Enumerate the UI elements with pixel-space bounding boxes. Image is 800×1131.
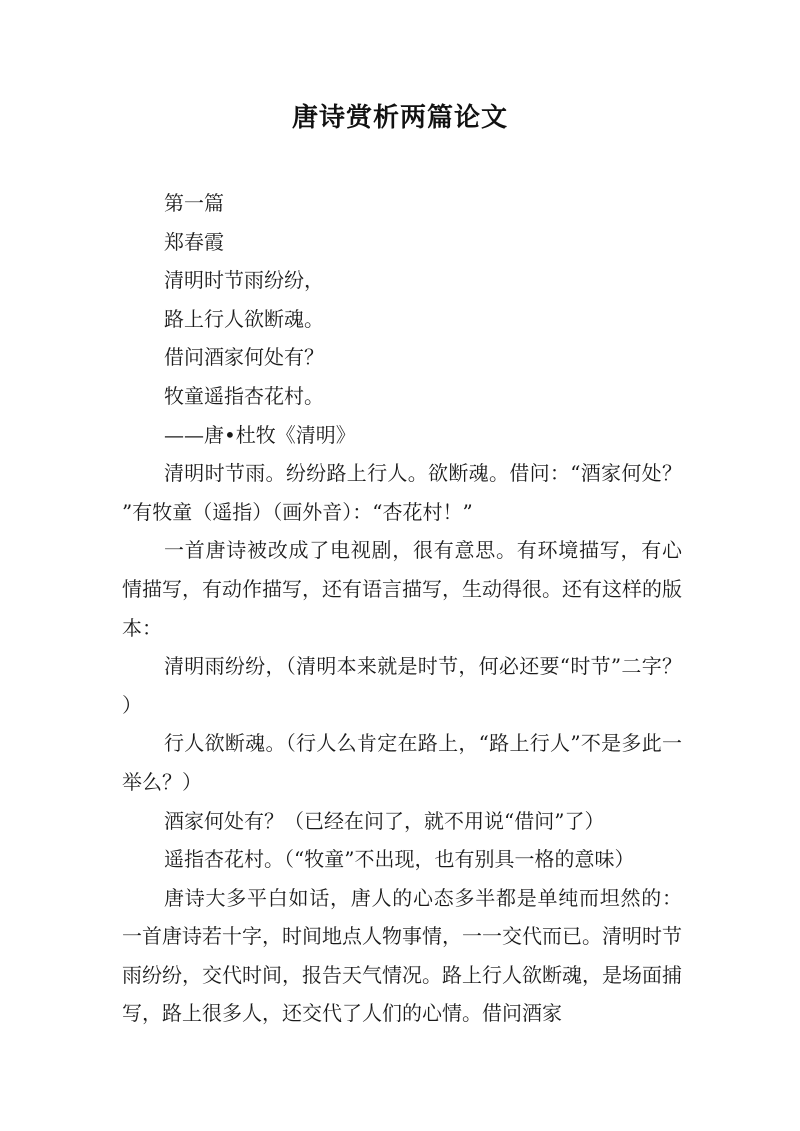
body-paragraph: 遥指杏花村。（“牧童”不出现，也有别具一格的意味）: [164, 847, 635, 872]
document-title: 唐诗赏析两篇论文: [291, 103, 508, 133]
poem-line-1: 清明时节雨纷纷，: [164, 268, 324, 293]
body-paragraph: 酒家何处有？（已经在问了，就不用说“借问”了）: [164, 808, 605, 833]
author-name: 郑春霞: [164, 229, 224, 254]
poem-line-4: 牧童遥指杏花村。: [164, 383, 324, 408]
poem-attribution: ——唐•杜牧《清明》: [164, 422, 356, 447]
poem-line-3: 借问酒家何处有？: [164, 345, 324, 370]
body-paragraph: 一首唐诗被改成了电视剧，很有意思。有环境描写，有心情描写，有动作描写，还有语言描写，生动得很。还有这样的版本：: [122, 538, 682, 640]
body-paragraph: 唐诗大多平白如话，唐人的心态多半都是单纯而坦然的：一首唐诗若十字，时间地点人物事情，一一交代而已。清明时节雨纷纷，交代时间，报告天气情况。路上行人欲断魂，是场面捕写，路上很多人，还交代了人们的心情。借问酒家: [122, 885, 682, 1026]
document-body: [122, 184, 682, 1033]
body-paragraph: 行人欲断魂。（行人么肯定在路上，“路上行人”不是多此一举么？）: [122, 731, 682, 794]
poem-line-2: 路上行人欲断魂。: [164, 306, 324, 331]
body-paragraph: 清明雨纷纷，（清明本来就是时节，何必还要“时节”二字？）: [122, 654, 682, 717]
body-paragraph: 清明时节雨。纷纷路上行人。欲断魂。借问：“酒家何处？”有牧童（遥指）（画外音）：“杏花村！”: [122, 461, 682, 524]
section-heading: 第一篇: [164, 191, 224, 215]
